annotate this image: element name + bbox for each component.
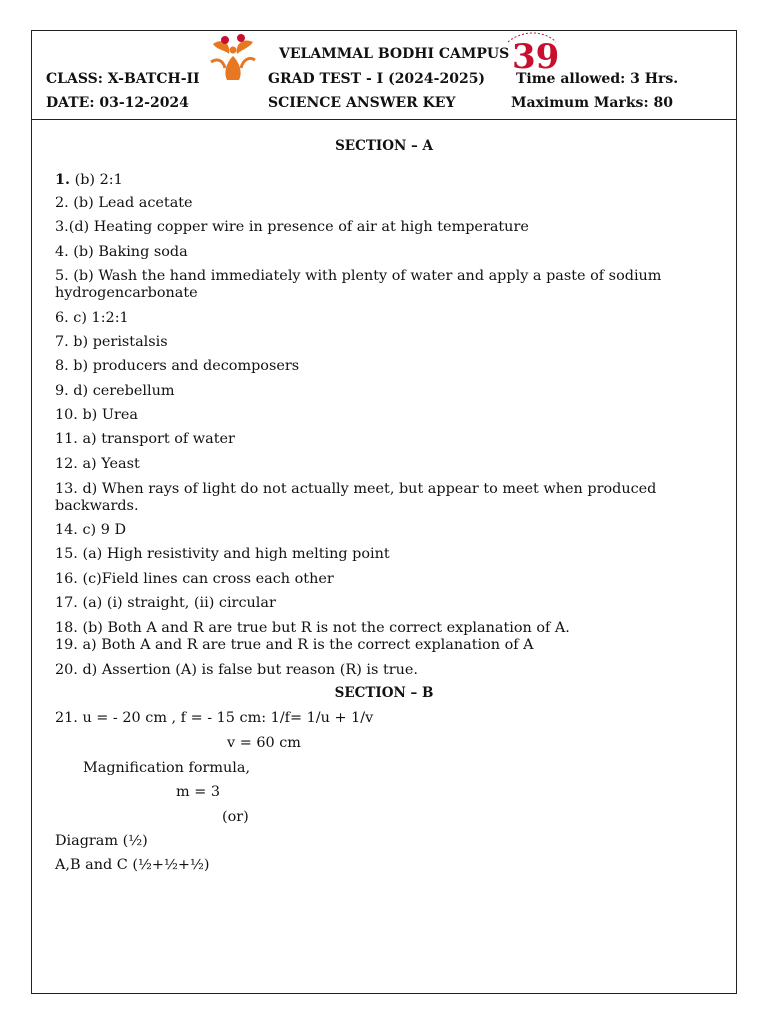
answer-20: 20. d) Assertion (A) is false but reason (R) is true. — [55, 662, 418, 678]
answer-21-magnification-label: Magnification formula, — [83, 760, 251, 776]
header-divider — [31, 119, 737, 120]
maximum-marks: Maximum Marks: 80 — [511, 95, 673, 111]
date-label: DATE: 03-12-2024 — [46, 95, 189, 111]
answer-10: 10. b) Urea — [55, 407, 138, 423]
answer-7: 7. b) peristalsis — [55, 334, 168, 350]
answer-21-abc: A,B and C (½+½+½) — [55, 857, 210, 873]
answer-9: 9. d) cerebellum — [55, 383, 175, 399]
answer-1-text: (b) 2:1 — [70, 172, 123, 188]
school-logo-icon — [205, 32, 261, 82]
section-b-heading: SECTION – B — [334, 685, 434, 701]
answer-8: 8. b) producers and decomposers — [55, 358, 300, 374]
answer-1 — [55, 171, 123, 189]
answer-21-v-value: v = 60 cm — [227, 735, 301, 751]
answer-4: 4. (b) Baking soda — [55, 244, 188, 260]
answer-5: 5. (b) Wash the hand immediately with plenty of water and apply a paste of sodium hydrogencarbonate — [55, 268, 662, 301]
test-title: GRAD TEST - I (2024-2025) — [268, 71, 486, 87]
class-label: CLASS: X-BATCH-II — [46, 71, 200, 87]
answer-11: 11. a) transport of water — [55, 431, 235, 447]
anniversary-number: 39 — [512, 37, 560, 72]
answer-6: 6. c) 1:2:1 — [55, 310, 129, 326]
answer-2: 2. (b) Lead acetate — [55, 195, 193, 211]
answer-key-title: SCIENCE ANSWER KEY — [268, 95, 456, 111]
answer-16: 16. (c)Field lines can cross each other — [55, 571, 334, 587]
answer-3: 3.(d) Heating copper wire in presence of air at high temperature — [55, 219, 529, 235]
answer-13: 13. d) When rays of light do not actually meet, but appear to meet when produced backwards. — [55, 481, 657, 514]
answer-12: 12. a) Yeast — [55, 456, 140, 472]
answer-21-diagram: Diagram (½) — [55, 833, 148, 849]
answer-21-m-value: m = 3 — [176, 784, 221, 800]
answer-18: 18. (b) Both A and R are true but R is not the correct explanation of A. — [55, 620, 570, 636]
answer-14: 14. c) 9 D — [55, 522, 126, 538]
answer-21-given: 21. u = - 20 cm , f = - 15 cm: 1/f= 1/u + 1/v — [55, 710, 374, 726]
time-allowed: Time allowed: 3 Hrs. — [516, 71, 679, 87]
section-a-heading: SECTION – A — [335, 138, 433, 154]
answer-1-number: 1. — [55, 171, 71, 188]
answer-19: 19. a) Both A and R are true and R is the correct explanation of A — [55, 637, 534, 653]
school-name: VELAMMAL BODHI CAMPUS — [279, 46, 510, 62]
answer-15: 15. (a) High resistivity and high melting point — [55, 546, 390, 562]
answer-17: 17. (a) (i) straight, (ii) circular — [55, 595, 276, 611]
answer-21-or: (or) — [222, 809, 249, 825]
